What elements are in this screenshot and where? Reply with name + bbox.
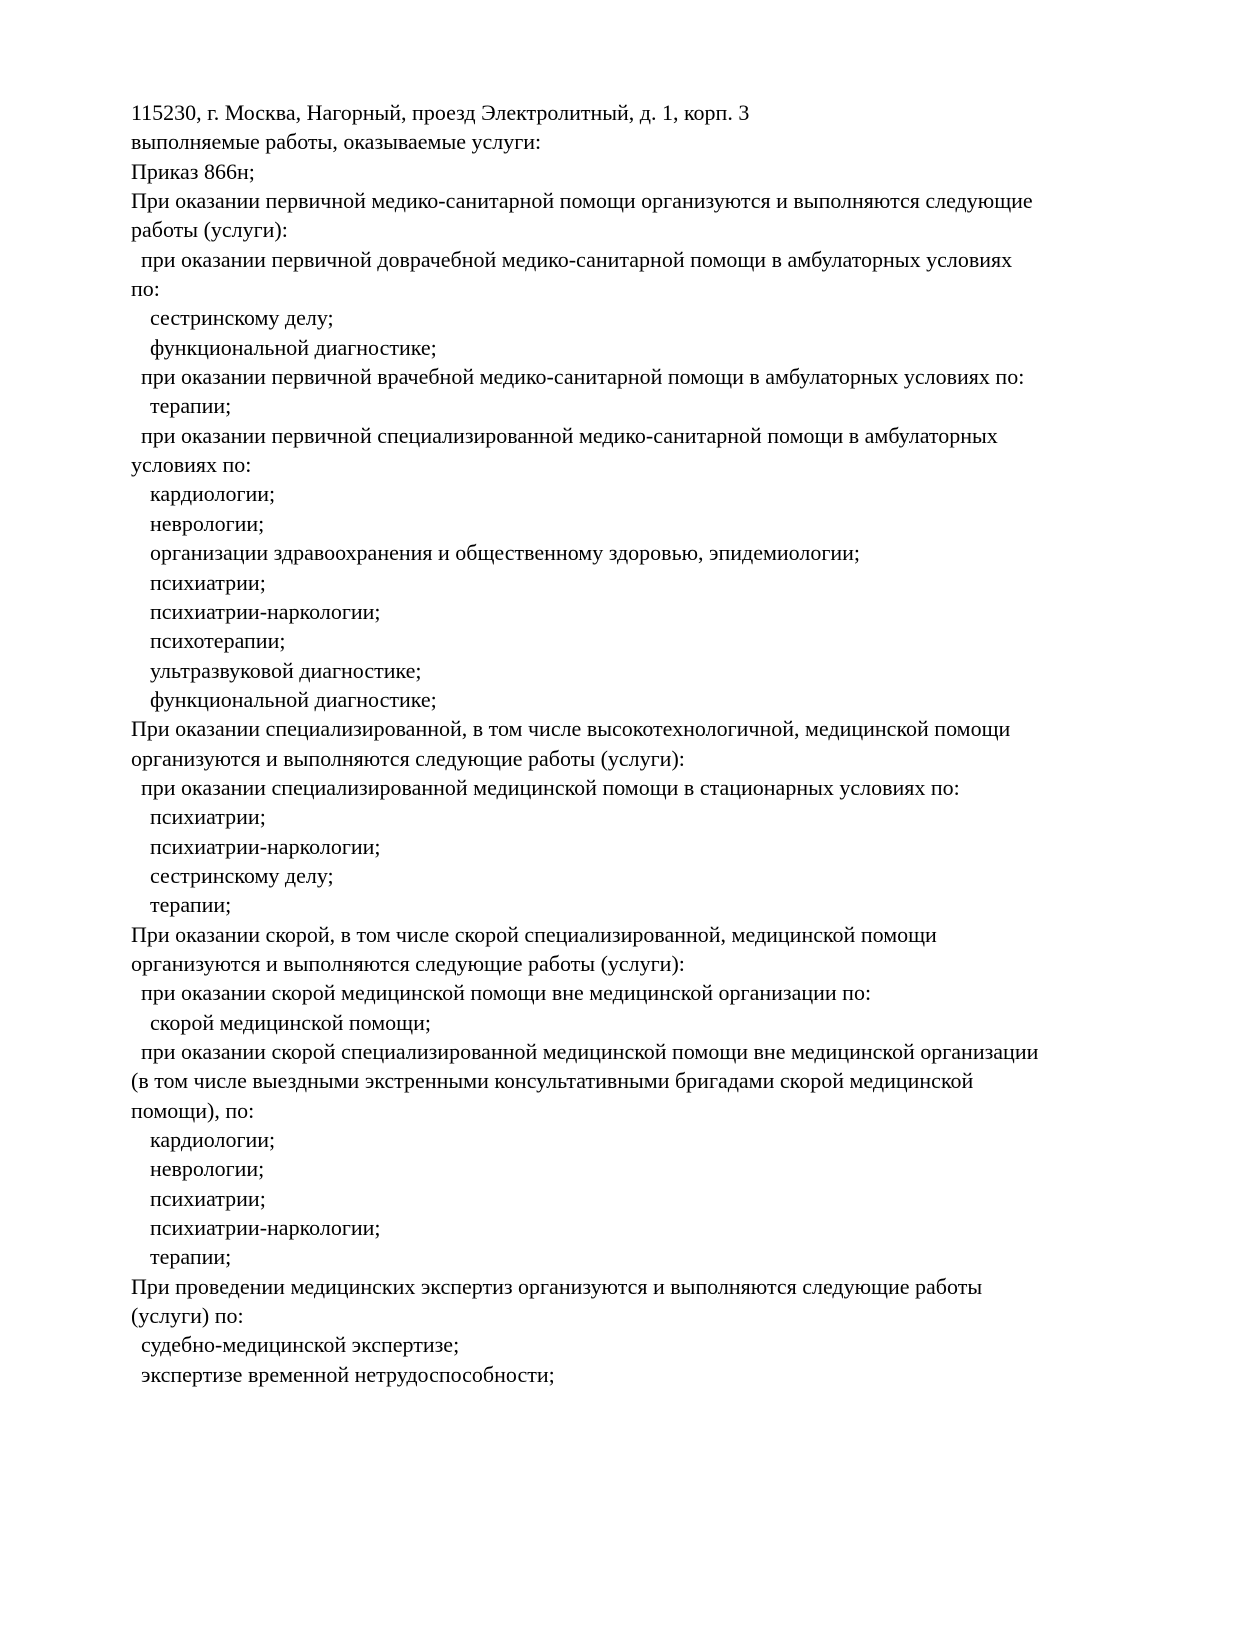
text-line: при оказании специализированной медицинской помощи в стационарных условиях по: bbox=[141, 774, 960, 800]
text-line: организации здравоохранения и общественному здоровью, эпидемиологии; bbox=[150, 540, 861, 566]
text-line: судебно-медицинской экспертизе; bbox=[141, 1332, 460, 1358]
text-line: психотерапии; bbox=[150, 628, 286, 654]
text-line: при оказании скорой специализированной медицинской помощи вне медицинской организации bbox=[141, 1039, 1039, 1064]
text-line: (в том числе выездными экстренными консультативными бригадами скорой медицинской bbox=[131, 1068, 974, 1094]
text-line: при оказании скорой медицинской помощи вне медицинской организации по: bbox=[141, 980, 872, 1006]
text-line: При оказании первичной медико-санитарной помощи организуются и выполняются следующие bbox=[131, 188, 1033, 214]
text-line: при оказании первичной врачебной медико-санитарной помощи в амбулаторных условиях по: bbox=[141, 364, 1025, 390]
text-line: психиатрии; bbox=[150, 804, 266, 830]
text-line: функциональной диагностике; bbox=[150, 686, 437, 712]
text-line: Приказ 866н; bbox=[131, 158, 255, 184]
text-line: кардиологии; bbox=[150, 1127, 276, 1153]
text-line: скорой медицинской помощи; bbox=[150, 1009, 432, 1035]
text-line: терапии; bbox=[150, 892, 232, 918]
text-line: при оказании первичной доврачебной медико-санитарной помощи в амбулаторных условиях bbox=[141, 246, 1013, 272]
text-line: организуются и выполняются следующие работы (услуги): bbox=[131, 745, 685, 771]
text-line: сестринскому делу; bbox=[150, 305, 334, 331]
text-line: При оказании специализированной, в том числе высокотехнологичной, медицинской помощи bbox=[131, 716, 1011, 742]
text-line: При проведении медицинских экспертиз организуются и выполняются следующие работы bbox=[131, 1273, 983, 1299]
document-body bbox=[131, 98, 1180, 1389]
text-line: при оказании первичной специализированной медико-санитарной помощи в амбулаторных bbox=[141, 422, 998, 448]
text-line: психиатрии-наркологии; bbox=[150, 1215, 381, 1241]
text-line: (услуги) по: bbox=[131, 1303, 244, 1329]
text-line: неврологии; bbox=[150, 510, 265, 536]
text-line: кардиологии; bbox=[150, 481, 276, 507]
text-line: неврологии; bbox=[150, 1156, 265, 1182]
text-line: организуются и выполняются следующие работы (услуги): bbox=[131, 950, 685, 976]
text-line: ультразвуковой диагностике; bbox=[150, 657, 422, 683]
text-line: условиях по: bbox=[131, 452, 252, 478]
text-line: терапии; bbox=[150, 1244, 232, 1270]
text-line: функциональной диагностике; bbox=[150, 334, 437, 360]
text-line: экспертизе временной нетрудоспособности; bbox=[141, 1361, 555, 1387]
text-line: работы (услуги): bbox=[131, 217, 288, 243]
text-line: терапии; bbox=[150, 393, 232, 419]
text-line: выполняемые работы, оказываемые услуги: bbox=[131, 129, 542, 155]
text-line: 115230, г. Москва, Нагорный, проезд Электролитный, д. 1, корп. 3 bbox=[131, 100, 750, 125]
text-line: психиатрии; bbox=[150, 569, 266, 595]
text-line: психиатрии; bbox=[150, 1185, 266, 1211]
text-line: по: bbox=[131, 276, 160, 302]
text-line: помощи), по: bbox=[131, 1097, 255, 1123]
text-line: психиатрии-наркологии; bbox=[150, 833, 381, 859]
text-line: сестринскому делу; bbox=[150, 862, 334, 888]
text-line: При оказании скорой, в том числе скорой специализированной, медицинской помощи bbox=[131, 921, 937, 947]
text-line: психиатрии-наркологии; bbox=[150, 598, 381, 624]
